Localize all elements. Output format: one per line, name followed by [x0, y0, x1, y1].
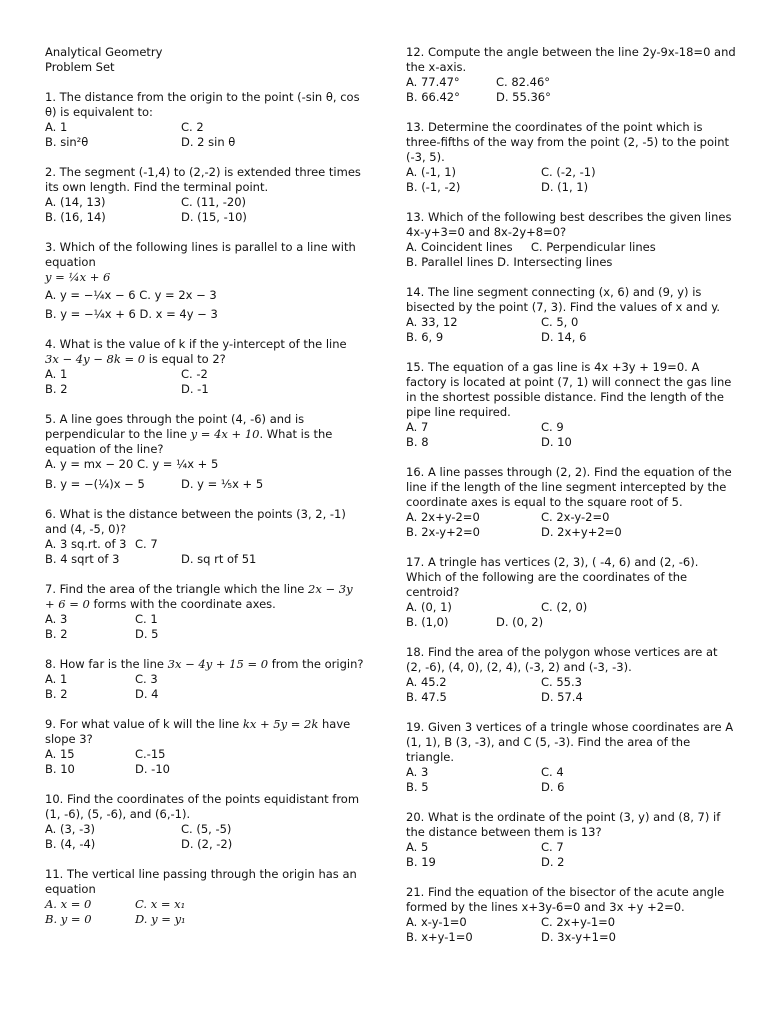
- option-d: D. (15, -10): [181, 210, 247, 224]
- option-d: D. 55.36°: [496, 90, 551, 104]
- option-a: A. 3: [45, 612, 68, 626]
- option-d: D. 5: [135, 627, 159, 641]
- option-d: D. y = ⅕x + 5: [181, 477, 264, 491]
- option-d: D. 10: [541, 435, 572, 449]
- question-4: [45, 337, 365, 397]
- question-11: [45, 867, 365, 927]
- option-b: B. Parallel lines: [406, 255, 494, 269]
- option-a: A. (14, 13): [45, 195, 106, 209]
- option-c: C. 2: [181, 120, 204, 134]
- question-text: 13. Determine the coordinates of the point which is three-fifths of the way from the point (2, -5) to the point (-3, 5).: [406, 120, 729, 164]
- question-text: 8. How far is the line: [45, 657, 164, 671]
- title-line-1: Analytical Geometry: [45, 45, 163, 59]
- left-column: [45, 45, 365, 942]
- question-12: [406, 45, 736, 105]
- question-text: 5. A line goes through the point (4, -6) and is perpendicular to the line: [45, 412, 305, 441]
- option-c: C. 2x+y-1=0: [541, 915, 616, 929]
- option-a: A. 33, 12: [406, 315, 458, 329]
- question-text-cont: . What is the equation of the line?: [45, 427, 333, 456]
- option-a: A. 1: [45, 120, 68, 134]
- option-d: D. sq rt of 51: [181, 552, 257, 566]
- equation: y = ¼x + 6: [45, 270, 111, 284]
- option-b: B. 4 sqrt of 3: [45, 552, 120, 566]
- option-d: D. -10: [135, 762, 170, 776]
- option-d: D. 3x-y+1=0: [541, 930, 616, 944]
- option-c: C. Perpendicular lines: [530, 240, 656, 254]
- question-20: [406, 810, 736, 870]
- option-b: B. 8: [406, 435, 429, 449]
- option-d: D. (2, -2): [181, 837, 233, 851]
- question-text-cont: forms with the coordinate axes.: [93, 597, 276, 611]
- option-c: C. y = ¼x + 5: [136, 457, 219, 471]
- question-16: [406, 465, 736, 540]
- option-a: A. 1: [45, 367, 68, 381]
- question-2: [45, 165, 365, 225]
- question-text-cont: from the origin?: [271, 657, 364, 671]
- option-c: C. 7: [541, 840, 564, 854]
- option-a: A. (-1, 1): [406, 165, 457, 179]
- question-9: [45, 717, 365, 777]
- question-text: 12. Compute the angle between the line 2y-9x-18=0 and the x-axis.: [406, 45, 736, 74]
- question-10: [45, 792, 365, 852]
- option-a: A. 77.47°: [406, 75, 460, 89]
- question-3: [45, 240, 365, 322]
- option-a: A. 3 sq.rt. of 3: [45, 537, 127, 551]
- question-15: [406, 360, 736, 450]
- option-d: D. 2: [541, 855, 565, 869]
- option-a: A. x = 0: [45, 897, 92, 911]
- question-text-cont: have slope 3?: [45, 717, 351, 746]
- title-line-2: Problem Set: [45, 60, 115, 74]
- question-text: 9. For what value of k will the line: [45, 717, 240, 731]
- question-text: 21. Find the equation of the bisector of the acute angle formed by the lines x+3y-6=0 and 3x +y +2=0.: [406, 885, 725, 914]
- option-c: C. 4: [541, 765, 564, 779]
- right-column: [406, 45, 736, 960]
- option-c: C. (2, 0): [541, 600, 588, 614]
- option-a: A. Coincident lines: [406, 240, 513, 254]
- question-text: 10. Find the coordinates of the points equidistant from (1, -6), (5, -6), and (6,-1).: [45, 792, 360, 821]
- equation: y = 4x + 10: [190, 427, 260, 441]
- option-b: B. 66.42°: [406, 90, 460, 104]
- question-13-coordinates: [406, 120, 736, 195]
- question-text: 11. The vertical line passing through the origin has an equation: [45, 867, 357, 896]
- question-text: 3. Which of the following lines is parallel to a line with equation: [45, 240, 356, 269]
- question-13-lines: [406, 210, 736, 270]
- option-c: C. 82.46°: [496, 75, 551, 89]
- document-title: [45, 45, 365, 75]
- option-c: C. 3: [135, 672, 158, 686]
- option-a: A. 45.2: [406, 675, 447, 689]
- question-text: 6. What is the distance between the points (3, 2, -1) and (4, -5, 0)?: [45, 507, 346, 536]
- option-a: A. 15: [45, 747, 75, 761]
- option-b: B. 5: [406, 780, 429, 794]
- question-17: [406, 555, 736, 630]
- option-d: D. 2 sin θ: [181, 135, 236, 149]
- equation: 2x − 3y + 6 = 0: [45, 582, 353, 611]
- option-b: B. 2: [45, 382, 68, 396]
- option-a: A. y = −¼x − 6: [45, 288, 136, 302]
- question-text: 14. The line segment connecting (x, 6) and (9, y) is bisected by the point (7, 3). Find the values of x and y.: [406, 285, 721, 314]
- question-6: [45, 507, 365, 567]
- option-c: C. y = 2x − 3: [139, 288, 217, 302]
- option-b: B. y = −¼x + 6: [45, 307, 136, 321]
- option-c: C. 5, 0: [541, 315, 579, 329]
- option-b: B. (1,0): [406, 615, 449, 629]
- option-b: B. 2x-y+2=0: [406, 525, 480, 539]
- option-b: B. (4, -4): [45, 837, 96, 851]
- option-a: A. (3, -3): [45, 822, 96, 836]
- option-a: A. 5: [406, 840, 429, 854]
- option-d: D. 57.4: [541, 690, 583, 704]
- option-b: B. y = 0: [45, 912, 92, 926]
- question-19: [406, 720, 736, 795]
- equation: kx + 5y = 2k: [242, 717, 319, 731]
- equation: 3x − 4y − 8k = 0: [45, 352, 146, 366]
- question-14: [406, 285, 736, 345]
- option-c: C. (11, -20): [181, 195, 247, 209]
- option-c: C.-15: [135, 747, 166, 761]
- option-d: D. (1, 1): [541, 180, 589, 194]
- option-b: B. (-1, -2): [406, 180, 461, 194]
- option-d: D. x = 4y − 3: [139, 307, 218, 321]
- option-d: D. 4: [135, 687, 159, 701]
- question-text: 4. What is the value of k if the y-intercept of the line: [45, 337, 347, 351]
- question-21: [406, 885, 736, 945]
- option-c: C. (5, -5): [181, 822, 232, 836]
- question-18: [406, 645, 736, 705]
- option-c: C. -2: [181, 367, 208, 381]
- option-b: B. 19: [406, 855, 436, 869]
- option-c: C. (-2, -1): [541, 165, 596, 179]
- option-c: C. 1: [135, 612, 158, 626]
- option-d: D. Intersecting lines: [497, 255, 613, 269]
- question-text: 17. A tringle has vertices (2, 3), ( -4, 6) and (2, -6). Which of the following are the coordinates of the centroid?: [406, 555, 699, 599]
- option-d: D. (0, 2): [496, 615, 544, 629]
- option-c: C. 7: [135, 537, 158, 551]
- option-c: C. 2x-y-2=0: [541, 510, 610, 524]
- question-7: [45, 582, 365, 642]
- question-text: 18. Find the area of the polygon whose vertices are at (2, -6), (4, 0), (2, 4), (-3, 2) and (-3, -3).: [406, 645, 718, 674]
- option-c: C. 55.3: [541, 675, 582, 689]
- option-c: C. x = x₁: [135, 897, 186, 911]
- equation: 3x − 4y + 15 = 0: [167, 657, 269, 671]
- question-text: 19. Given 3 vertices of a tringle whose coordinates are A (1, 1), B (3, -3), and C (5, -3). Find the area of the triangle.: [406, 720, 734, 764]
- option-d: D. 14, 6: [541, 330, 587, 344]
- option-b: B. 6, 9: [406, 330, 444, 344]
- option-d: D. 2x+y+2=0: [541, 525, 622, 539]
- option-b: B. 2: [45, 687, 68, 701]
- question-8: [45, 657, 365, 702]
- option-c: C. 9: [541, 420, 564, 434]
- question-text: 15. The equation of a gas line is 4x +3y + 19=0. A factory is located at point (7, 1) will connect the gas line in the shortest possible distance. Find the length of the pipe line required.: [406, 360, 732, 419]
- option-a: A. 1: [45, 672, 68, 686]
- option-a: A. 3: [406, 765, 429, 779]
- option-d: D. 6: [541, 780, 565, 794]
- option-d: D. y = y₁: [135, 912, 186, 926]
- option-d: D. -1: [181, 382, 209, 396]
- option-b: B. x+y-1=0: [406, 930, 473, 944]
- question-text: 20. What is the ordinate of the point (3, y) and (8, 7) if the distance between them is 13?: [406, 810, 721, 839]
- question-text-cont: is equal to 2?: [148, 352, 226, 366]
- option-a: A. x-y-1=0: [406, 915, 467, 929]
- option-b: B. 10: [45, 762, 75, 776]
- question-text: 13. Which of the following best describes the given lines 4x-y+3=0 and 8x-2y+8=0?: [406, 210, 732, 239]
- question-text: 7. Find the area of the triangle which the line: [45, 582, 305, 596]
- option-a: A. y = mx − 20: [45, 457, 134, 471]
- option-a: A. 7: [406, 420, 429, 434]
- option-b: B. 2: [45, 627, 68, 641]
- option-a: A. (0, 1): [406, 600, 452, 614]
- option-b: B. sin²θ: [45, 135, 89, 149]
- question-5: [45, 412, 365, 492]
- question-1: [45, 90, 365, 150]
- option-b: B. (16, 14): [45, 210, 106, 224]
- option-b: B. y = −(¼)x − 5: [45, 477, 145, 491]
- question-text: 2. The segment (-1,4) to (2,-2) is extended three times its own length. Find the terminal point.: [45, 165, 361, 194]
- option-b: B. 47.5: [406, 690, 447, 704]
- question-text: 16. A line passes through (2, 2). Find the equation of the line if the length of the line segment intercepted by the coordinate axes is equal to the square root of 5.: [406, 465, 732, 509]
- question-text: 1. The distance from the origin to the point (-sin θ, cos θ) is equivalent to:: [45, 90, 360, 119]
- option-a: A. 2x+y-2=0: [406, 510, 480, 524]
